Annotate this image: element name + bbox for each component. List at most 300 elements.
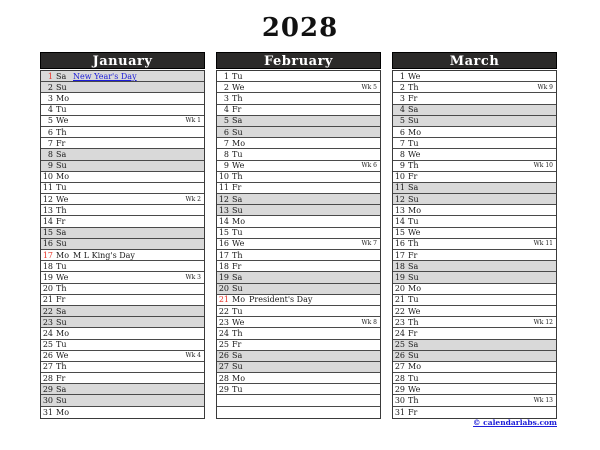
day-number: 18 [218, 261, 229, 271]
day-row [393, 194, 556, 205]
day-row [41, 149, 204, 160]
day-row [393, 149, 556, 160]
day-number: 22 [218, 306, 229, 316]
day-row [41, 306, 204, 317]
weekday-abbr: Mo [232, 217, 246, 227]
weekday-abbr: Su [232, 362, 243, 372]
day-number: 19 [394, 272, 405, 282]
day-row [217, 71, 380, 82]
weekday-abbr: We [232, 239, 245, 249]
empty-row [217, 395, 380, 406]
weekday-abbr: Th [232, 172, 243, 182]
day-row [41, 340, 204, 351]
day-row [41, 407, 204, 418]
weekday-abbr: Sa [408, 105, 419, 115]
weekday-abbr: Su [408, 351, 419, 361]
day-row [393, 261, 556, 272]
month-rows [40, 70, 205, 419]
day-number: 18 [394, 261, 405, 271]
day-number: 27 [394, 362, 405, 372]
day-number: 21 [218, 295, 229, 305]
day-number: 24 [42, 328, 53, 338]
day-row [41, 71, 204, 82]
day-row [217, 172, 380, 183]
day-number: 9 [47, 161, 53, 171]
weekday-abbr: Tu [232, 149, 243, 159]
weekday-abbr: Mo [56, 93, 70, 103]
weekday-abbr: Fr [232, 105, 242, 115]
weekday-abbr: Th [408, 82, 419, 92]
day-row [393, 384, 556, 395]
day-number: 21 [394, 295, 405, 305]
day-number: 24 [218, 328, 229, 338]
weekday-abbr: Su [408, 194, 419, 204]
weekday-abbr: We [56, 194, 69, 204]
week-number-label: Wk 8 [361, 318, 377, 326]
day-row [393, 306, 556, 317]
day-row [41, 373, 204, 384]
day-row [41, 362, 204, 373]
day-row [393, 407, 556, 418]
week-number-label: Wk 7 [361, 240, 377, 248]
day-row [217, 216, 380, 227]
day-row [393, 284, 556, 295]
day-row [41, 250, 204, 261]
weekday-abbr: Th [232, 328, 243, 338]
day-row [41, 328, 204, 339]
day-row [217, 82, 380, 93]
weekday-abbr: Su [232, 205, 243, 215]
weekday-abbr: Tu [232, 306, 243, 316]
month-header: February [216, 52, 381, 69]
holiday-label: M L King's Day [73, 250, 135, 260]
day-row [393, 373, 556, 384]
weekday-abbr: Su [408, 272, 419, 282]
day-number: 1 [47, 71, 53, 81]
day-number: 11 [218, 183, 229, 193]
weekday-abbr: Fr [408, 93, 418, 103]
day-row [217, 161, 380, 172]
day-row [217, 328, 380, 339]
weekday-abbr: Sa [232, 272, 243, 282]
day-row [217, 317, 380, 328]
weekday-abbr: Fr [56, 138, 66, 148]
weekday-abbr: Sa [232, 351, 243, 361]
weekday-abbr: We [408, 306, 421, 316]
weekday-abbr: Tu [232, 228, 243, 238]
day-number: 1 [399, 71, 405, 81]
day-number: 30 [394, 396, 405, 406]
week-number-label: Wk 5 [361, 83, 377, 91]
weekday-abbr: Fr [232, 261, 242, 271]
day-number: 6 [47, 127, 53, 137]
day-number: 17 [394, 250, 405, 260]
day-number: 13 [42, 205, 53, 215]
weekday-abbr: Th [232, 250, 243, 260]
weekday-abbr: Mo [408, 362, 422, 372]
weekday-abbr: Su [56, 396, 67, 406]
weekday-abbr: Mo [232, 138, 246, 148]
day-number: 27 [42, 362, 53, 372]
day-row [41, 205, 204, 216]
day-number: 10 [218, 172, 229, 182]
day-row [41, 317, 204, 328]
weekday-abbr: Fr [408, 328, 418, 338]
day-number: 25 [42, 340, 53, 350]
day-row [41, 161, 204, 172]
weekday-abbr: We [232, 317, 245, 327]
day-row [393, 228, 556, 239]
day-number: 22 [394, 306, 405, 316]
holiday-label: President's Day [249, 295, 313, 305]
day-row [393, 127, 556, 138]
day-number: 9 [399, 161, 405, 171]
day-number: 28 [42, 373, 53, 383]
weekday-abbr: Th [56, 284, 67, 294]
day-number: 8 [399, 149, 405, 159]
weekday-abbr: Mo [408, 284, 422, 294]
weekday-abbr: Mo [232, 295, 246, 305]
day-number: 7 [223, 138, 229, 148]
day-number: 25 [218, 340, 229, 350]
weekday-abbr: Su [56, 82, 67, 92]
weekday-abbr: Th [56, 362, 67, 372]
day-row [41, 351, 204, 362]
week-number-label: Wk 6 [361, 162, 377, 170]
day-number: 23 [394, 317, 405, 327]
weekday-abbr: Mo [408, 127, 422, 137]
day-row [393, 116, 556, 127]
weekday-abbr: We [408, 149, 421, 159]
weekday-abbr: Th [408, 396, 419, 406]
day-row [393, 93, 556, 104]
day-number: 28 [218, 373, 229, 383]
weekday-abbr: We [408, 71, 421, 81]
day-number: 5 [399, 116, 405, 126]
day-row [393, 395, 556, 406]
day-number: 24 [394, 328, 405, 338]
day-number: 6 [399, 127, 405, 137]
day-number: 26 [394, 351, 405, 361]
day-number: 3 [399, 93, 405, 103]
weekday-abbr: Su [408, 116, 419, 126]
week-number-label: Wk 12 [533, 318, 553, 326]
day-number: 29 [394, 384, 405, 394]
week-number-label: Wk 1 [185, 117, 201, 125]
day-row [41, 395, 204, 406]
weekday-abbr: Su [56, 317, 67, 327]
day-number: 19 [218, 272, 229, 282]
week-number-label: Wk 3 [185, 273, 201, 281]
day-number: 26 [42, 351, 53, 361]
day-row [217, 306, 380, 317]
weekday-abbr: Fr [408, 407, 418, 417]
day-number: 26 [218, 351, 229, 361]
day-row [217, 138, 380, 149]
day-row [217, 373, 380, 384]
day-row [217, 116, 380, 127]
weekday-abbr: Fr [56, 373, 66, 383]
day-number: 4 [223, 105, 229, 115]
weekday-abbr: Sa [408, 261, 419, 271]
day-row [217, 261, 380, 272]
month-column-january [40, 52, 205, 419]
day-row [393, 205, 556, 216]
day-number: 13 [394, 205, 405, 215]
day-number: 14 [42, 217, 53, 227]
day-number: 10 [42, 172, 53, 182]
day-number: 6 [223, 127, 229, 137]
day-row [41, 295, 204, 306]
day-row [393, 239, 556, 250]
day-number: 7 [47, 138, 53, 148]
month-rows [216, 70, 381, 419]
weekday-abbr: Sa [56, 149, 67, 159]
day-row [217, 105, 380, 116]
day-row [217, 250, 380, 261]
day-number: 4 [47, 105, 53, 115]
weekday-abbr: Su [56, 161, 67, 171]
day-number: 23 [218, 317, 229, 327]
day-row [393, 328, 556, 339]
day-row [41, 284, 204, 295]
weekday-abbr: Tu [232, 71, 243, 81]
day-number: 1 [223, 71, 229, 81]
day-row [393, 351, 556, 362]
day-row [41, 216, 204, 227]
weekday-abbr: Tu [408, 138, 419, 148]
weekday-abbr: Mo [56, 328, 70, 338]
day-number: 8 [47, 149, 53, 159]
week-number-label: Wk 13 [533, 397, 553, 405]
week-number-label: Wk 2 [185, 195, 201, 203]
month-header: January [40, 52, 205, 69]
day-number: 4 [399, 105, 405, 115]
month-column-march [392, 52, 557, 419]
day-number: 2 [47, 82, 53, 92]
week-number-label: Wk 9 [537, 83, 553, 91]
day-row [393, 105, 556, 116]
weekday-abbr: We [408, 384, 421, 394]
day-row [41, 183, 204, 194]
day-number: 23 [42, 317, 53, 327]
day-row [217, 149, 380, 160]
day-row [41, 116, 204, 127]
day-number: 2 [399, 82, 405, 92]
weekday-abbr: Tu [56, 261, 67, 271]
day-number: 16 [218, 239, 229, 249]
weekday-abbr: Sa [408, 340, 419, 350]
day-number: 27 [218, 362, 229, 372]
weekday-abbr: Sa [408, 183, 419, 193]
weekday-abbr: Tu [408, 373, 419, 383]
day-number: 31 [394, 407, 405, 417]
weekday-abbr: Fr [408, 250, 418, 260]
calendarlabs-credit-link[interactable]: © calendarlabs.com [473, 418, 557, 427]
day-row [217, 284, 380, 295]
day-number: 12 [394, 194, 405, 204]
day-row [41, 82, 204, 93]
day-number: 14 [394, 217, 405, 227]
day-number: 21 [42, 295, 53, 305]
day-number: 30 [42, 396, 53, 406]
day-row [393, 71, 556, 82]
day-row [393, 317, 556, 328]
day-number: 16 [42, 239, 53, 249]
day-row [393, 161, 556, 172]
month-column-february [216, 52, 381, 419]
day-number: 5 [47, 116, 53, 126]
weekday-abbr: Su [56, 239, 67, 249]
weekday-abbr: Sa [56, 384, 67, 394]
day-row [41, 127, 204, 138]
day-row [217, 351, 380, 362]
year-title: 2028 [261, 13, 339, 43]
day-row [393, 183, 556, 194]
day-row [217, 127, 380, 138]
day-row [217, 183, 380, 194]
weekday-abbr: Su [232, 284, 243, 294]
holiday-link[interactable]: New Year's Day [73, 71, 137, 81]
weekday-abbr: Sa [56, 306, 67, 316]
day-number: 20 [394, 284, 405, 294]
day-row [217, 295, 380, 306]
day-row [393, 295, 556, 306]
day-row [41, 272, 204, 283]
day-row [393, 172, 556, 183]
weekday-abbr: Mo [56, 172, 70, 182]
months-container [40, 52, 557, 419]
day-number: 3 [223, 93, 229, 103]
weekday-abbr: Th [408, 161, 419, 171]
weekday-abbr: Mo [56, 250, 70, 260]
weekday-abbr: We [56, 351, 69, 361]
weekday-abbr: Tu [232, 384, 243, 394]
day-number: 9 [223, 161, 229, 171]
day-row [41, 228, 204, 239]
month-rows [392, 70, 557, 419]
day-number: 18 [42, 261, 53, 271]
day-number: 29 [218, 384, 229, 394]
weekday-abbr: We [408, 228, 421, 238]
weekday-abbr: Th [232, 93, 243, 103]
day-row [393, 362, 556, 373]
day-number: 31 [42, 407, 53, 417]
day-row [217, 362, 380, 373]
weekday-abbr: Mo [408, 205, 422, 215]
day-number: 19 [42, 272, 53, 282]
day-number: 11 [42, 183, 53, 193]
weekday-abbr: We [56, 116, 69, 126]
day-number: 17 [42, 250, 53, 260]
day-row [393, 138, 556, 149]
day-number: 16 [394, 239, 405, 249]
weekday-abbr: Tu [408, 217, 419, 227]
weekday-abbr: Th [408, 239, 419, 249]
day-number: 5 [223, 116, 229, 126]
day-row [41, 261, 204, 272]
day-row [41, 172, 204, 183]
weekday-abbr: Sa [56, 228, 67, 238]
day-number: 7 [399, 138, 405, 148]
day-row [217, 384, 380, 395]
month-header: March [392, 52, 557, 69]
day-number: 28 [394, 373, 405, 383]
day-number: 3 [47, 93, 53, 103]
day-number: 8 [223, 149, 229, 159]
day-number: 20 [218, 284, 229, 294]
day-row [393, 216, 556, 227]
day-number: 22 [42, 306, 53, 316]
weekday-abbr: Sa [56, 71, 67, 81]
weekday-abbr: Sa [232, 194, 243, 204]
day-row [41, 105, 204, 116]
day-number: 2 [223, 82, 229, 92]
day-number: 15 [218, 228, 229, 238]
day-row [217, 239, 380, 250]
day-row [41, 239, 204, 250]
weekday-abbr: We [232, 82, 245, 92]
day-row [393, 340, 556, 351]
day-number: 12 [42, 194, 53, 204]
day-number: 13 [218, 205, 229, 215]
day-row [217, 194, 380, 205]
day-row [41, 194, 204, 205]
day-number: 15 [394, 228, 405, 238]
day-number: 11 [394, 183, 405, 193]
weekday-abbr: Tu [408, 295, 419, 305]
day-row [217, 93, 380, 104]
week-number-label: Wk 11 [533, 240, 553, 248]
day-row [41, 93, 204, 104]
day-row [393, 250, 556, 261]
day-number: 17 [218, 250, 229, 260]
weekday-abbr: Tu [56, 340, 67, 350]
day-number: 10 [394, 172, 405, 182]
weekday-abbr: Th [56, 205, 67, 215]
day-number: 20 [42, 284, 53, 294]
day-number: 29 [42, 384, 53, 394]
week-number-label: Wk 10 [533, 162, 553, 170]
weekday-abbr: We [232, 161, 245, 171]
week-number-label: Wk 4 [185, 352, 201, 360]
weekday-abbr: We [56, 272, 69, 282]
day-number: 14 [218, 217, 229, 227]
day-number: 12 [218, 194, 229, 204]
day-row [217, 340, 380, 351]
day-row [41, 384, 204, 395]
day-row [41, 138, 204, 149]
weekday-abbr: Fr [232, 340, 242, 350]
day-row [393, 272, 556, 283]
day-number: 25 [394, 340, 405, 350]
weekday-abbr: Tu [56, 105, 67, 115]
weekday-abbr: Mo [232, 373, 246, 383]
day-number: 15 [42, 228, 53, 238]
weekday-abbr: Mo [56, 407, 70, 417]
day-row [217, 228, 380, 239]
weekday-abbr: Tu [56, 183, 67, 193]
weekday-abbr: Su [232, 127, 243, 137]
weekday-abbr: Sa [232, 116, 243, 126]
day-row [217, 272, 380, 283]
weekday-abbr: Fr [56, 295, 66, 305]
weekday-abbr: Fr [232, 183, 242, 193]
weekday-abbr: Th [408, 317, 419, 327]
weekday-abbr: Fr [56, 217, 66, 227]
empty-row [217, 407, 380, 418]
day-row [393, 82, 556, 93]
